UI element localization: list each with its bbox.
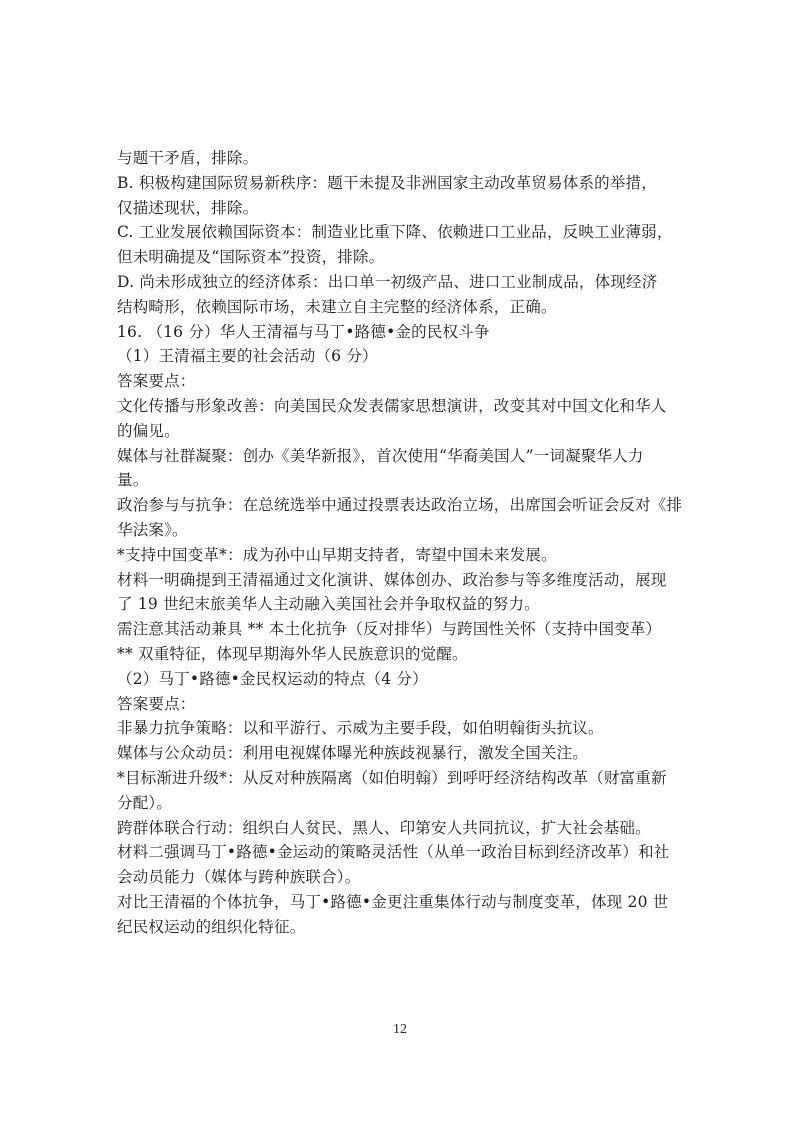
text-line: 量。 (117, 471, 149, 490)
text-line: 跨群体联合行动：组织白人贫民、黑人、印第安人共同抗议，扩大社会基础。 (117, 818, 651, 837)
text-line: 华法案》。 (117, 520, 188, 539)
text-line: 非暴力抗争策略：以和平游行、示威为主要手段，如伯明翰街头抗议。 (117, 719, 604, 738)
text-line: 纪民权运动的组织化特征。 (117, 917, 306, 936)
text-line: 媒体与公众动员：利用电视媒体曝光种族歧视暴行，激发全国关注。 (117, 744, 589, 763)
text-line: B. 积极构建国际贸易新秩序：题干未提及非洲国家主动改革贸易体系的举措， (117, 173, 657, 192)
text-line: 需注意其活动兼具 ** 本土化抗争（反对排华）与跨国性关怀（支持中国变革） (117, 620, 662, 639)
text-line: *目标渐进升级*：从反对种族隔离（如伯明翰）到呼吁经济结构改革（财富重新 (117, 768, 667, 787)
text-line: *支持中国变革*：成为孙中山早期支持者，寄望中国未来发展。 (117, 545, 557, 564)
text-line: 的偏见。 (117, 421, 180, 440)
text-line: ** 双重特征，体现早期海外华人民族意识的觉醒。 (117, 644, 468, 663)
text-line: 材料一明确提到王清福通过文化演讲、媒体创办、政治参与等多维度活动，展现 (117, 570, 667, 589)
sub-question-heading: （2）马丁•路德•金民权运动的特点（4 分） (117, 669, 428, 688)
text-line: 媒体与社群凝聚：创办《美华新报》，首次使用“华裔美国人”一词凝聚华人力 (117, 446, 644, 465)
text-line: 了 19 世纪末旅美华人主动融入美国社会并争取权益的努力。 (117, 595, 540, 614)
page-number: 12 (393, 1022, 407, 1037)
text-line: 仅描述现状，排除。 (117, 198, 259, 217)
text-line: D. 尚未形成独立的经济体系：出口单一初级产品、进口工业制成品，体现经济 (117, 272, 658, 291)
text-line: 结构畸形，依赖国际市场，未建立自主完整的经济体系，正确。 (117, 297, 557, 316)
text-line: 文化传播与形象改善：向美国民众发表儒家思想演讲，改变其对中国文化和华人 (117, 396, 667, 415)
text-line: 会动员能力（媒体与跨种族联合）。 (117, 868, 361, 887)
answer-label: 答案要点： (117, 372, 196, 391)
text-line: 但未明确提及“国际资本”投资，排除。 (117, 248, 385, 267)
sub-question-heading: （1）王清福主要的社会活动（6 分） (117, 347, 378, 366)
text-line: C. 工业发展依赖国际资本：制造业比重下降、依赖进口工业品，反映工业薄弱， (117, 223, 673, 242)
text-line: 材料二强调马丁•路德•金运动的策略灵活性（从单一政治目标到经济改革）和社 (117, 843, 670, 862)
text-line: 与题干矛盾，排除。 (117, 149, 259, 167)
question-heading: 16. （16 分）华人王清福与马丁•路德•金的民权斗争 (117, 322, 490, 341)
document-body (117, 146, 691, 940)
text-line: 对比王清福的个体抗争，马丁•路德•金更注重集体行动与制度变革，体现 20 世 (117, 892, 669, 911)
answer-label: 答案要点： (117, 694, 196, 713)
text-line: 政治参与与抗争：在总统选举中通过投票表达政治立场，出席国会听证会反对《排 (117, 496, 683, 515)
text-line: 分配）。 (117, 793, 173, 812)
